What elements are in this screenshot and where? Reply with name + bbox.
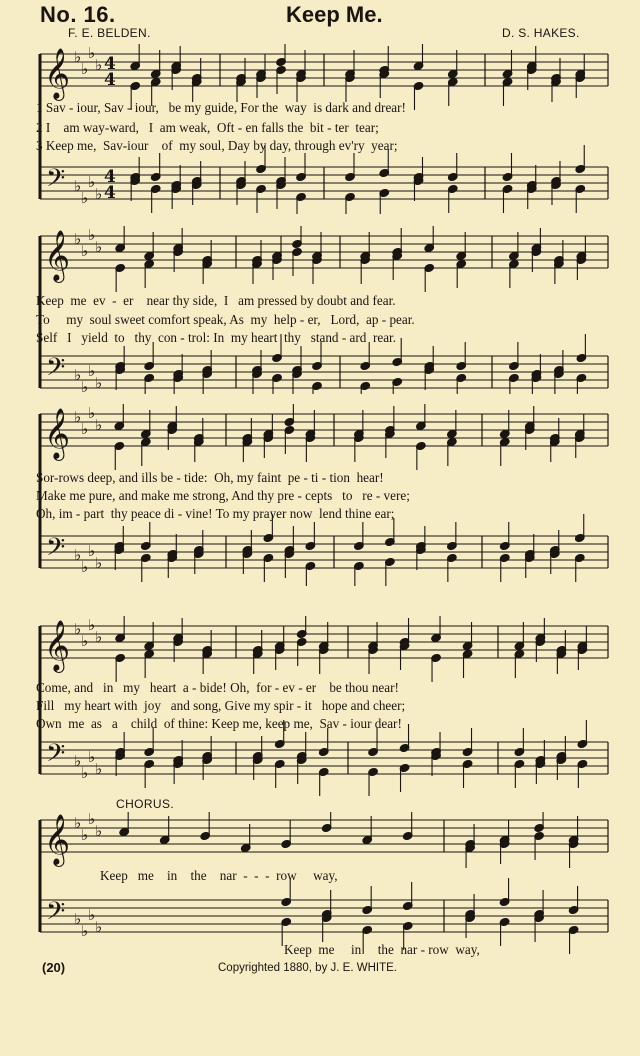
svg-text:♭: ♭ bbox=[74, 910, 82, 928]
treble-note bbox=[256, 69, 266, 98]
chorus-label: CHORUS. bbox=[116, 797, 175, 811]
treble-note bbox=[242, 433, 252, 462]
svg-text:♭: ♭ bbox=[88, 173, 96, 191]
treble-note bbox=[399, 641, 409, 670]
bass-note bbox=[354, 561, 364, 586]
bass-note bbox=[535, 755, 545, 784]
lyric-verse-2: 2 I am way-ward, I am weak, Oft - en falls the bit - ter tear; bbox=[36, 120, 379, 135]
treble-note bbox=[274, 641, 284, 670]
svg-text:♭: ♭ bbox=[88, 226, 96, 244]
time-signature: 4 bbox=[104, 54, 116, 74]
treble-clef: 𝄞 bbox=[44, 814, 71, 865]
lyric-verse-1: 1 Sav - iour, Sav - iour, be my guide, For the way is dark and drear! bbox=[36, 100, 406, 115]
treble-note bbox=[360, 255, 370, 284]
treble-note bbox=[568, 839, 578, 868]
treble-note bbox=[554, 255, 564, 284]
treble-note bbox=[368, 645, 378, 674]
treble-note bbox=[318, 645, 328, 674]
lyric-verse-3: Own me as a child of thine: Keep me, keep me, Sav - iour dear! bbox=[36, 716, 402, 731]
treble-note bbox=[115, 226, 125, 253]
bass-note bbox=[144, 373, 154, 394]
svg-text:♭: ♭ bbox=[95, 918, 103, 936]
treble-clef: 𝄞 bbox=[44, 408, 71, 459]
treble-note bbox=[115, 616, 125, 643]
treble-note bbox=[236, 73, 246, 102]
bass-note bbox=[416, 541, 426, 570]
svg-text:♭: ♭ bbox=[88, 616, 96, 634]
treble-note bbox=[272, 251, 282, 280]
bass-note bbox=[312, 381, 322, 394]
treble-note bbox=[550, 433, 560, 462]
svg-text:♭: ♭ bbox=[81, 764, 89, 782]
treble-note bbox=[416, 441, 426, 470]
treble-note bbox=[281, 820, 291, 849]
treble-note bbox=[431, 653, 441, 682]
svg-text:♭: ♭ bbox=[95, 416, 103, 434]
bass-note bbox=[399, 763, 409, 792]
svg-text:♭: ♭ bbox=[74, 620, 82, 638]
svg-text:♭: ♭ bbox=[81, 558, 89, 576]
treble-note bbox=[556, 645, 566, 674]
svg-text:♭: ♭ bbox=[74, 546, 82, 564]
svg-text:♭: ♭ bbox=[81, 826, 89, 844]
lyricist-credit: F. E. BELDEN. bbox=[68, 26, 151, 40]
treble-note bbox=[321, 812, 331, 833]
key-signature-flats bbox=[74, 748, 102, 782]
svg-text:♭: ♭ bbox=[95, 374, 103, 392]
treble-note bbox=[424, 263, 434, 292]
treble-note bbox=[577, 641, 587, 670]
treble-note bbox=[144, 649, 154, 678]
key-signature-flats bbox=[74, 226, 102, 260]
svg-text:♭: ♭ bbox=[81, 378, 89, 394]
treble-note bbox=[296, 616, 306, 639]
svg-text:♭: ♭ bbox=[95, 185, 103, 203]
svg-text:♭: ♭ bbox=[74, 366, 82, 384]
svg-text:♭: ♭ bbox=[81, 189, 89, 207]
treble-note bbox=[115, 653, 125, 682]
music-system-chorus bbox=[36, 812, 614, 962]
treble-note bbox=[200, 812, 210, 841]
chorus-bass-lyric: Keep me in the nar - row way, bbox=[284, 942, 480, 957]
svg-text:♭: ♭ bbox=[88, 542, 96, 560]
treble-note bbox=[296, 73, 306, 102]
music-system-3 bbox=[36, 404, 614, 586]
svg-text:♭: ♭ bbox=[81, 922, 89, 940]
svg-text:♭: ♭ bbox=[88, 748, 96, 766]
treble-note bbox=[130, 44, 140, 71]
treble-clef: 𝄞 bbox=[44, 230, 71, 281]
grand-staff-2 bbox=[36, 226, 614, 394]
treble-note bbox=[312, 255, 322, 284]
bass-clef: 𝄢 bbox=[46, 353, 66, 388]
bass-clef: 𝄢 bbox=[46, 164, 66, 199]
svg-text:♭: ♭ bbox=[95, 56, 103, 74]
treble-note bbox=[431, 616, 441, 643]
bass-note bbox=[392, 377, 402, 394]
bass-note bbox=[272, 373, 282, 394]
bass-note bbox=[296, 192, 306, 214]
treble-note bbox=[576, 251, 586, 280]
treble-note bbox=[575, 429, 585, 458]
treble-note bbox=[534, 831, 544, 860]
bass-note bbox=[509, 373, 519, 394]
treble-note bbox=[191, 73, 201, 102]
bass-note bbox=[525, 549, 535, 578]
treble-note bbox=[345, 73, 355, 102]
treble-note bbox=[114, 441, 124, 470]
bass-clef: 𝄢 bbox=[46, 739, 66, 774]
bass-note bbox=[284, 549, 294, 578]
treble-note bbox=[379, 69, 389, 98]
treble-note bbox=[413, 44, 423, 71]
bass-note bbox=[360, 381, 370, 394]
svg-text:♭: ♭ bbox=[95, 628, 103, 646]
svg-text:♭: ♭ bbox=[88, 906, 96, 924]
svg-text:♭: ♭ bbox=[81, 632, 89, 650]
lyric-verse-2: Make me pure, and make me strong, And thy pre - cepts to re - vere; bbox=[36, 488, 410, 503]
treble-note bbox=[416, 404, 426, 431]
bass-note bbox=[576, 373, 586, 394]
treble-note bbox=[402, 812, 412, 841]
treble-note bbox=[292, 226, 302, 249]
bass-note bbox=[171, 180, 181, 209]
treble-note bbox=[392, 251, 402, 280]
lyric-verse-3: Self I yield to thy con - trol: In my heart thy stand - ard rear. bbox=[36, 330, 397, 345]
svg-text:♭: ♭ bbox=[88, 404, 96, 422]
grand-staff-chorus bbox=[36, 812, 614, 962]
treble-note bbox=[119, 812, 129, 837]
treble-note bbox=[252, 645, 262, 674]
svg-text:♭: ♭ bbox=[74, 752, 82, 770]
bass-note bbox=[318, 767, 328, 796]
treble-note bbox=[276, 44, 286, 67]
treble-note bbox=[284, 404, 294, 427]
svg-text:♭: ♭ bbox=[74, 814, 82, 832]
treble-note bbox=[263, 429, 273, 458]
bass-note bbox=[292, 369, 302, 394]
key-signature-flats bbox=[74, 404, 102, 438]
lyric-verse-3: 3 Keep me, Sav-iour of my soul, Day by day, through ev'ry year; bbox=[36, 138, 398, 153]
svg-text:♭: ♭ bbox=[74, 177, 82, 195]
treble-note bbox=[115, 263, 125, 292]
music-system-2 bbox=[36, 226, 614, 394]
bass-note bbox=[368, 767, 378, 796]
svg-text:♭: ♭ bbox=[95, 238, 103, 256]
treble-note bbox=[462, 649, 472, 678]
treble-note bbox=[534, 812, 544, 833]
bass-note bbox=[379, 188, 389, 214]
key-signature-flats bbox=[74, 362, 102, 394]
bass-note bbox=[130, 172, 140, 201]
treble-note bbox=[447, 437, 457, 466]
svg-text:♭: ♭ bbox=[74, 408, 82, 426]
lyric-verse-2: To my soul sweet comfort speak, As my help - er, Lord, ap - pear. bbox=[36, 312, 415, 327]
bass-clef: 𝄢 bbox=[46, 897, 66, 932]
bass-note bbox=[115, 747, 125, 776]
treble-note bbox=[276, 65, 286, 94]
bass-note bbox=[413, 172, 423, 201]
bass-note bbox=[114, 541, 124, 570]
bass-note bbox=[321, 913, 331, 942]
treble-note bbox=[292, 247, 302, 276]
treble-note bbox=[202, 255, 212, 284]
bass-note bbox=[431, 747, 441, 776]
svg-text:♭: ♭ bbox=[81, 420, 89, 438]
treble-note bbox=[114, 404, 124, 431]
svg-text:♭: ♭ bbox=[74, 230, 82, 248]
bass-note bbox=[305, 561, 315, 586]
key-signature-flats bbox=[74, 542, 102, 576]
treble-note bbox=[509, 259, 519, 288]
bass-note bbox=[534, 913, 544, 942]
bass-note bbox=[424, 361, 434, 390]
lyric-verse-1: Come, and in my heart a - bide! Oh, for - ev - er be thou near! bbox=[36, 680, 399, 695]
svg-text:♭: ♭ bbox=[88, 362, 96, 380]
treble-note bbox=[144, 259, 154, 288]
treble-note bbox=[284, 425, 294, 454]
key-signature-flats bbox=[74, 173, 102, 207]
bass-note bbox=[402, 882, 412, 911]
treble-note bbox=[252, 255, 262, 284]
bass-note bbox=[173, 755, 183, 784]
treble-note bbox=[194, 433, 204, 462]
treble-note bbox=[296, 637, 306, 666]
bass-note bbox=[115, 361, 125, 390]
staff-lines bbox=[40, 536, 608, 568]
treble-note bbox=[499, 835, 509, 864]
treble-note bbox=[456, 259, 466, 288]
treble-note bbox=[385, 429, 395, 458]
staff-lines bbox=[40, 236, 608, 268]
page-number: (20) bbox=[42, 960, 66, 975]
treble-note bbox=[202, 645, 212, 674]
svg-text:♭: ♭ bbox=[88, 44, 96, 62]
key-signature-flats bbox=[74, 812, 102, 844]
key-signature-flats bbox=[74, 906, 102, 940]
treble-note bbox=[500, 437, 510, 466]
treble-note bbox=[551, 73, 561, 102]
treble-clef: 𝄞 bbox=[44, 48, 71, 99]
composer-credit: D. S. HAKES. bbox=[502, 26, 580, 40]
svg-text:♭: ♭ bbox=[88, 812, 96, 828]
lyric-verse-2: Fill my heart with joy and song, Give my spir - it hope and cheer; bbox=[36, 698, 406, 713]
svg-text:♭: ♭ bbox=[81, 242, 89, 260]
key-signature-flats bbox=[74, 616, 102, 650]
key-signature-flats bbox=[74, 44, 102, 78]
treble-note bbox=[465, 839, 475, 868]
lyric-verse-1: Sor-rows deep, and ills be - tide: Oh, my faint pe - ti - tion hear! bbox=[36, 470, 384, 485]
staff-lines bbox=[40, 356, 608, 388]
svg-text:♭: ♭ bbox=[95, 822, 103, 840]
music-system-1 bbox=[36, 44, 614, 214]
treble-note bbox=[575, 69, 585, 98]
bass-note bbox=[385, 557, 395, 586]
staff-lines bbox=[40, 414, 608, 446]
copyright-notice: Copyrighted 1880, by J. E. WHITE. bbox=[218, 962, 397, 974]
treble-note bbox=[424, 226, 434, 253]
lyric-verse-3: Oh, im - part thy peace di - vine! To my prayer now lend thine ear; bbox=[36, 506, 395, 521]
treble-note bbox=[305, 433, 315, 462]
treble-note bbox=[354, 433, 364, 462]
bass-note bbox=[296, 755, 306, 784]
svg-text:♭: ♭ bbox=[81, 60, 89, 78]
music-system-4 bbox=[36, 616, 614, 796]
hymn-title: Keep Me. bbox=[286, 2, 383, 27]
hymn-number: No. 16. bbox=[40, 2, 116, 27]
bass-note bbox=[385, 518, 395, 547]
svg-text:♭: ♭ bbox=[95, 554, 103, 572]
bass-note bbox=[345, 192, 355, 214]
page-header bbox=[0, 0, 640, 44]
bass-note bbox=[527, 180, 537, 209]
treble-note bbox=[514, 649, 524, 678]
chorus-treble-lyric: Keep me in the nar - - - row way, bbox=[100, 868, 338, 883]
time-signature: 4 bbox=[104, 70, 116, 90]
bass-note bbox=[167, 549, 177, 578]
bass-note bbox=[456, 373, 466, 394]
time-signature: 4 bbox=[104, 167, 116, 187]
svg-text:♭: ♭ bbox=[95, 760, 103, 778]
bass-clef: 𝄢 bbox=[46, 533, 66, 568]
treble-note bbox=[141, 437, 151, 466]
time-signature: 4 bbox=[104, 183, 116, 203]
lyric-verse-1: Keep me ev - er near thy side, I am pressed by doubt and fear. bbox=[36, 293, 396, 308]
treble-clef: 𝄞 bbox=[44, 620, 71, 671]
svg-text:♭: ♭ bbox=[74, 48, 82, 66]
bass-note bbox=[276, 180, 286, 209]
staff-lines bbox=[40, 820, 608, 852]
